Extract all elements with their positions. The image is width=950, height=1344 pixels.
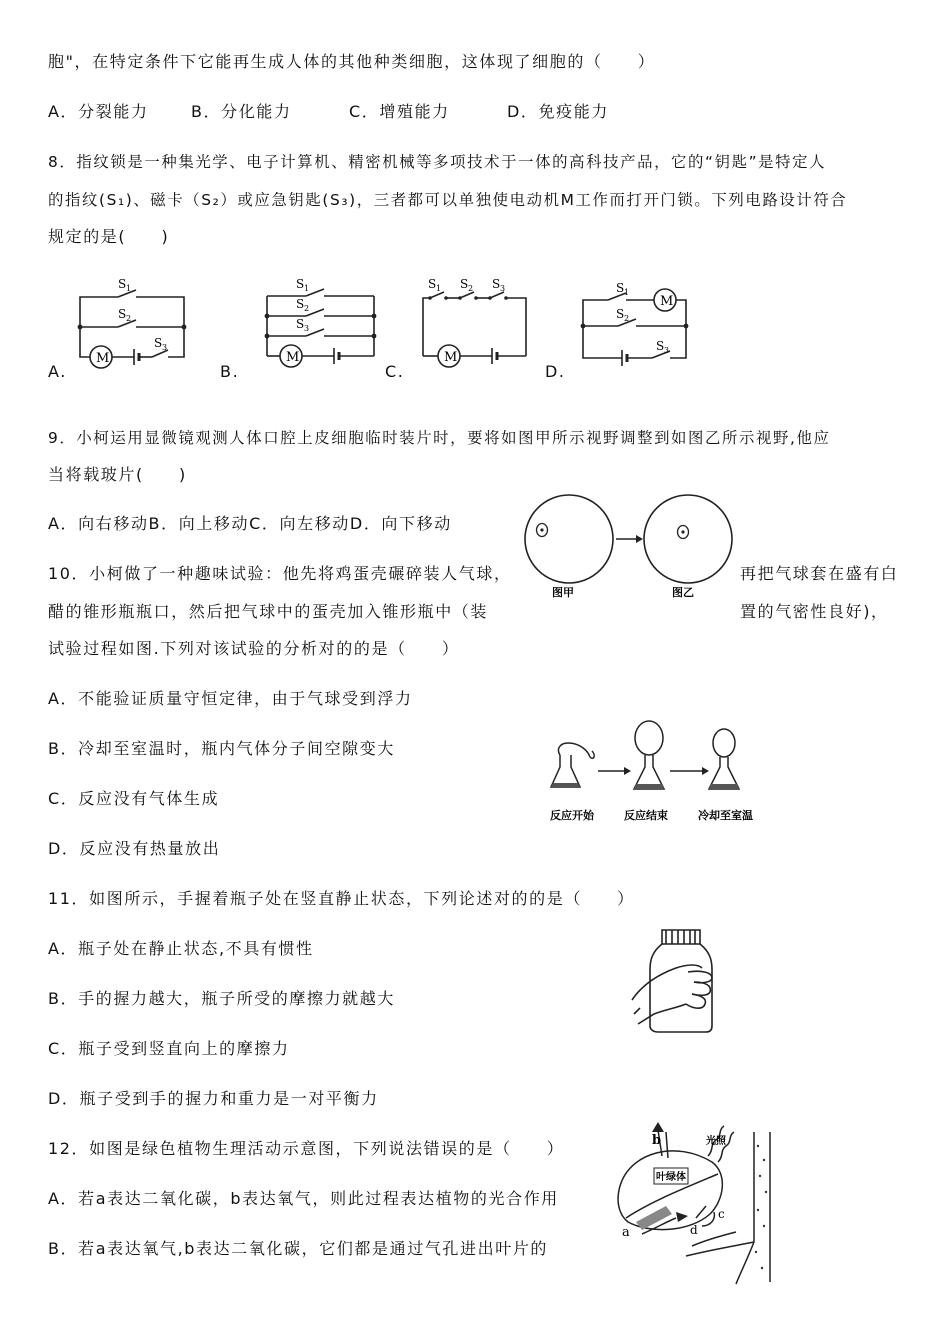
switch-s2-sub: 2: [468, 284, 474, 293]
q11-option-c: C．瓶子受到竖直向上的摩擦力: [48, 1039, 290, 1058]
motor-label: M: [286, 350, 300, 365]
q8-option-c: C.: [385, 362, 405, 381]
switch-s3-label: S: [656, 339, 665, 353]
switch-s1-sub: 1: [304, 284, 310, 293]
switch-s1-sub: 1: [126, 284, 132, 293]
q7-option-c: C．增殖能力: [349, 102, 450, 121]
switch-s3-label: S: [154, 336, 163, 350]
caption-start: 反应开始: [550, 809, 594, 822]
switch-s1-label: S: [616, 281, 625, 295]
q10-option-b: B．冷却至室温时，瓶内气体分子间空隙变大: [48, 739, 395, 758]
circuit-diagram-c: [418, 278, 533, 376]
switch-s3-sub: 3: [664, 346, 670, 355]
label-a: a: [622, 1225, 630, 1240]
q8-option-b: B.: [220, 362, 240, 381]
microscope-fields-figure: [522, 492, 732, 610]
switch-s1-label: S: [296, 277, 305, 291]
q10-option-a: A．不能验证质量守恒定律，由于气球受到浮力: [48, 689, 413, 708]
plant-physiology-figure: [606, 1122, 776, 1284]
caption-cool: 冷却至室温: [698, 809, 753, 822]
q8-line-1: 8．指纹锁是一种集光学、电子计算机、精密机械等多项技术于一体的高科技产品，它的“钥匙”是特定人: [48, 153, 827, 171]
switch-s2-label: S: [616, 307, 625, 321]
switch-s2-sub: 2: [126, 314, 132, 323]
q11-option-b: B．手的握力越大，瓶子所受的摩擦力就越大: [48, 989, 395, 1008]
q11-option-d: D．瓶子受到手的握力和重力是一对平衡力: [48, 1089, 379, 1108]
q10-option-c: C．反应没有气体生成: [48, 789, 220, 808]
circuit-diagram-a: [72, 275, 192, 375]
switch-s3-sub: 3: [500, 284, 506, 293]
line-continuation: 胞"，在特定条件下它能再生成人体的其他种类细胞，这体现了细胞的（ ）: [48, 52, 656, 71]
q12-option-b: B．若a表达氧气,b表达二氧化碳，它们都是通过气孔进出叶片的: [48, 1239, 549, 1258]
motor-label: M: [444, 350, 458, 365]
switch-s3-label: S: [296, 317, 305, 331]
figure-yi-caption: 图乙: [672, 586, 694, 599]
q7-option-a: A．分裂能力: [48, 102, 149, 121]
q12-option-a: A．若a表达二氧化碳，b表达氧气，则此过程表达植物的光合作用: [48, 1189, 559, 1208]
circuit-diagram-d: [578, 278, 703, 376]
q8-option-a: A.: [48, 362, 67, 381]
q11-stem: 11．如图所示，手握着瓶子处在竖直静止状态，下列论述对的的是（ ）: [48, 889, 635, 908]
q10-line-2b: 置的气密性良好)，: [740, 602, 889, 621]
q10-line-2a: 醋的锥形瓶瓶口，然后把气球中的蛋壳加入锥形瓶中（装: [48, 602, 489, 621]
chloroplast-label: 叶绿体: [656, 1172, 686, 1183]
switch-s1-label: S: [428, 277, 437, 291]
switch-s3-sub: 3: [304, 324, 310, 333]
q9-options: A．向右移动B．向上移动C．向左移动D．向下移动: [48, 514, 452, 533]
q10-line-1b: 再把气球套在盛有白: [740, 564, 899, 583]
q8-option-d: D.: [545, 362, 566, 381]
flask-experiment-figure: [546, 705, 776, 830]
q7-option-b: B．分化能力: [191, 102, 292, 121]
q8-line-3: 规定的是( ): [48, 227, 170, 246]
switch-s3-sub: 3: [162, 343, 168, 352]
hand-bottle-figure: [628, 924, 723, 1036]
label-c: c: [718, 1207, 725, 1221]
figure-jia-caption: 图甲: [552, 586, 574, 599]
q10-line-3: 试验过程如图.下列对该试验的分析对的的是（ ）: [48, 639, 460, 658]
label-b: b: [652, 1133, 662, 1148]
circuit-diagram-b: [262, 278, 382, 376]
switch-s1-label: S: [118, 277, 127, 291]
q8-line-2: 的指纹(S₁)、磁卡（S₂）或应急钥匙(S₃)，三者都可以单独使电动机M工作而打开门锁。下列电路设计符合: [48, 191, 848, 209]
label-d: d: [690, 1223, 698, 1237]
caption-end: 反应结束: [624, 809, 668, 822]
switch-s2-sub: 2: [624, 314, 630, 323]
motor-label: M: [660, 294, 674, 309]
switch-s2-label: S: [118, 307, 127, 321]
q12-stem: 12．如图是绿色植物生理活动示意图，下列说法错误的是（ ）: [48, 1139, 565, 1158]
switch-s1-sub: 1: [436, 284, 442, 293]
q10-line-1a: 10．小柯做了一种趣味试验：他先将鸡蛋壳碾碎装人气球，: [48, 564, 512, 583]
switch-s2-sub: 2: [304, 304, 310, 313]
q7-option-d: D．免疫能力: [507, 102, 609, 121]
q11-option-a: A．瓶子处在静止状态,不具有惯性: [48, 939, 314, 958]
q9-line-1: 9．小柯运用显微镜观测人体口腔上皮细胞临时装片时，要将如图甲所示视野调整到如图乙所示视野,他应: [48, 429, 831, 447]
switch-s2-label: S: [460, 277, 469, 291]
q10-option-d: D．反应没有热量放出: [48, 839, 221, 858]
motor-label: M: [96, 351, 110, 366]
switch-s1-sub: 1: [624, 288, 630, 297]
light-label: 光照: [706, 1136, 726, 1147]
switch-s3-label: S: [492, 277, 501, 291]
switch-s2-label: S: [296, 297, 305, 311]
q9-line-2: 当将载玻片( ): [48, 465, 187, 484]
